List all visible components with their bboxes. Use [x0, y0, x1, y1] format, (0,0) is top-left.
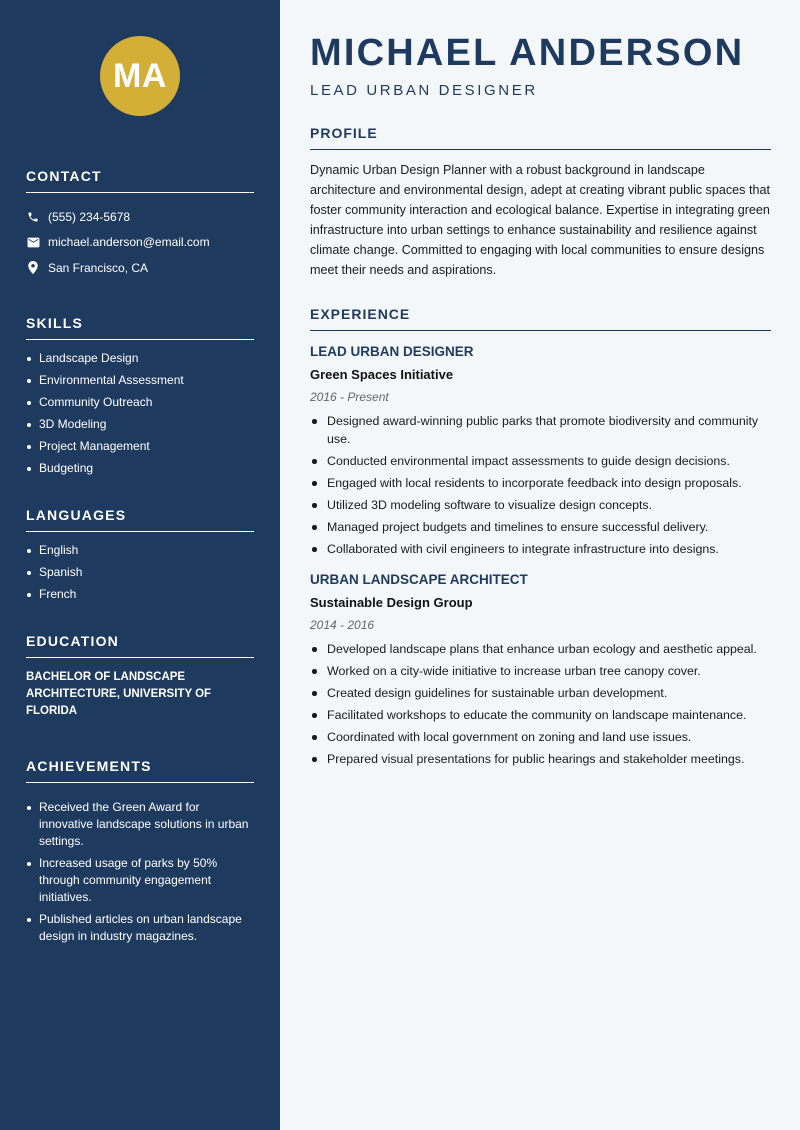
contact-list	[26, 204, 254, 281]
contact-location	[26, 255, 254, 281]
main-content	[280, 0, 800, 1130]
language-item: English	[26, 542, 254, 559]
job-entry	[310, 344, 771, 558]
languages-heading: LANGUAGES	[26, 507, 254, 532]
profile-heading: PROFILE	[310, 125, 771, 150]
phone-text[interactable]: (555) 234-5678	[48, 209, 131, 224]
job-bullet: Created design guidelines for sustainable urban development.	[310, 684, 771, 702]
languages-list	[26, 542, 254, 603]
job-title: LEAD URBAN DESIGNER	[310, 344, 474, 359]
languages-section	[26, 507, 254, 603]
language-item: French	[26, 586, 254, 603]
experience-section	[310, 306, 771, 768]
job-bullets	[310, 412, 771, 558]
job-bullets	[310, 640, 771, 768]
profile-section	[310, 125, 771, 280]
experience-heading: EXPERIENCE	[310, 306, 771, 331]
candidate-name: MICHAEL ANDERSON	[310, 32, 745, 74]
job-dates: 2016 - Present	[310, 390, 389, 404]
job-bullet: Designed award-winning public parks that promote biodiversity and community use.	[310, 412, 771, 448]
contact-email	[26, 230, 254, 256]
skill-item: 3D Modeling	[26, 416, 254, 433]
job-bullet: Utilized 3D modeling software to visualize design concepts.	[310, 496, 771, 514]
email-icon	[26, 235, 40, 249]
achievement-item: Received the Green Award for innovative landscape solutions in urban settings.	[26, 799, 254, 850]
skill-item: Landscape Design	[26, 350, 254, 367]
job-entry	[310, 572, 771, 768]
skill-item: Project Management	[26, 438, 254, 455]
skill-item: Community Outreach	[26, 394, 254, 411]
achievement-item: Increased usage of parks by 50% through community engagement initiatives.	[26, 855, 254, 906]
skills-section	[26, 315, 254, 477]
job-bullet: Collaborated with civil engineers to integrate infrastructure into designs.	[310, 540, 771, 558]
achievement-item: Published articles on urban landscape design in industry magazines.	[26, 911, 254, 945]
email-text[interactable]: michael.anderson@email.com	[48, 235, 210, 250]
achievements-heading: ACHIEVEMENTS	[26, 758, 254, 783]
job-bullet: Developed landscape plans that enhance urban ecology and aesthetic appeal.	[310, 640, 771, 658]
contact-phone	[26, 204, 254, 230]
education-degree: BACHELOR OF LANDSCAPE ARCHITECTURE, UNIVERSITY OF FLORIDA	[26, 670, 212, 717]
job-bullet: Worked on a city-wide initiative to increase urban tree canopy cover.	[310, 662, 771, 680]
location-text: San Francisco, CA	[48, 260, 149, 275]
job-bullet: Facilitated workshops to educate the community on landscape maintenance.	[310, 706, 771, 724]
job-company: Sustainable Design Group	[310, 595, 473, 610]
job-bullet: Engaged with local residents to incorporate feedback into design proposals.	[310, 474, 771, 492]
job-bullet: Prepared visual presentations for public hearings and stakeholder meetings.	[310, 750, 771, 768]
job-company: Green Spaces Initiative	[310, 367, 454, 382]
contact-heading: CONTACT	[26, 168, 254, 193]
profile-text: Dynamic Urban Design Planner with a robust background in landscape architecture and environmental design, adept at creating vibrant public spaces that foster community interaction and ecological balance. Expertise in integrating green infrastructure into urban settings to enhance sustainability and resilience against climate change. Committed to engaging with local communities to ensure designs meet their needs and aspirations.	[310, 163, 770, 277]
job-dates: 2014 - 2016	[310, 618, 375, 632]
achievements-list	[26, 799, 254, 945]
job-bullet: Coordinated with local government on zoning and land use issues.	[310, 728, 771, 746]
job-bullet: Managed project budgets and timelines to ensure successful delivery.	[310, 518, 771, 536]
skill-item: Budgeting	[26, 460, 254, 477]
job-bullet: Conducted environmental impact assessments to guide design decisions.	[310, 452, 771, 470]
skill-item: Environmental Assessment	[26, 372, 254, 389]
education-heading: EDUCATION	[26, 633, 254, 658]
location-pin-icon	[26, 261, 40, 275]
avatar: MA	[100, 36, 180, 116]
education-section	[26, 633, 254, 720]
achievements-section	[26, 758, 254, 945]
contact-section	[26, 168, 254, 281]
language-item: Spanish	[26, 564, 254, 581]
skills-list	[26, 350, 254, 477]
sidebar	[0, 0, 280, 1130]
phone-icon	[26, 210, 40, 224]
skills-heading: SKILLS	[26, 315, 254, 340]
candidate-role: LEAD URBAN DESIGNER	[310, 82, 538, 99]
job-title: URBAN LANDSCAPE ARCHITECT	[310, 572, 528, 587]
